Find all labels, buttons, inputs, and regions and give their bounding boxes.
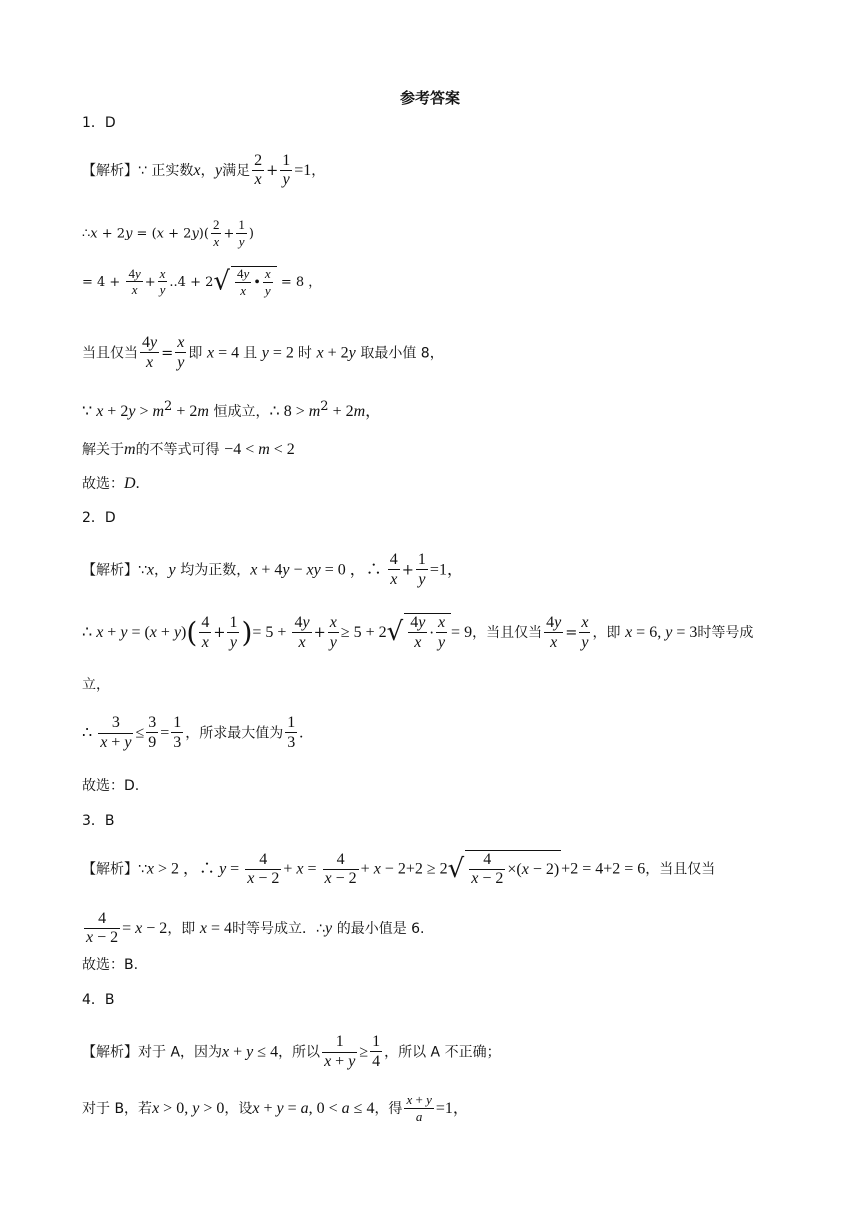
q3-conclusion: 故选：B. [82,957,139,973]
question-4-number: 4．B [82,992,115,1008]
q1-analysis-line-5: ∵ $x + 2y > m^2 + 2m$ 恒成立，∴ $8 > m^2 + 2m$， [82,399,382,420]
q1-analysis-line-4: 当且仅当 $\frac{4y}{x}$ = $\frac{x}{y}$ 即 x = 4 且 y = 2 时 x + 2y 取最小值 8， [82,334,444,372]
q1-analysis-line-3: = 4 + $\frac{4y}{x}$ + $\frac{x}{y} ..4 + 2√$ $\frac{4y}{x}$ • $\frac{x}{y} = 8$ ， [82,265,322,298]
question-3-number: 3．B [82,813,115,829]
q1-analysis-line-2: ∴x + 2y = (x + 2y)( $\frac{2}{x}$ + $\frac{1}{y}$ ) [82,217,254,249]
q3-analysis-line-1: 【解析】∵x > 2 ，∴ y = $\frac{4}{x - 2}$ + x = $\frac{4}{x - 2}$ + x − 2+2 ≥ 2√ $\frac{4}{x - 2}$ ×(x − 2) +2 = 4+2 = 6，当且仅当 [82,850,716,888]
q3-analysis-line-2: $\frac{4}{x - 2}$ = x − 2，即 x = 4时等号成立．∴y 的最小值是 6. [86,910,425,947]
q1-analysis-line-6: 解关于m的不等式可得 −4 < m < 2 [82,441,295,458]
question-2-number: 2．D [82,510,116,526]
q4-analysis-line-1: 【解析】对于 A，因为x + y ≤ 4，所以 $\frac{1}{x + y}$ ≥ 1 4，所以 A 不正确； [82,1033,501,1071]
q1-analysis-line-1: 【解析】∵ 正实数x，y满足 $\frac{2}{x}$ + $\frac{1}{y}$ =1， [82,152,326,189]
q2-analysis-line-1: 【解析】∵x，y 均为正数，x + 4y − xy = 0 ，∴ $\frac{4}{x}$ + $\frac{1}{y} =1$， [82,551,463,589]
q2-analysis-line-2: ∴ x + y = (x + y)( $\frac{4}{x}$ + $\frac{1}{y})= 5$ + $\frac{4y}{x}$ + $\frac{x}{y} \ge 5 + 2√$ $\frac{4y}{x}$ · $\frac{x}{y} = 9$，当且仅当 $\frac{4y}{x}$ = $\frac{x}{y}$ ，即 x = 6, y = 3时等号成 [82,613,754,652]
q2-analysis-line-3: 立， [82,677,110,693]
q2-analysis-line-4: ∴ $\frac{3}{x + y}$ ≤ 3 9= 1 3，所求最大值为 1 3. [82,714,304,752]
q1-conclusion: 故选：D. [82,475,140,492]
question-1-number: 1．D [82,115,116,131]
q2-conclusion: 故选：D. [82,778,140,794]
page-title: 参考答案 [399,89,460,107]
q4-analysis-line-2: 对于 B，若x > 0, y > 0，设x + y = a, 0 < a ≤ 4，得 $\frac{x + y}{a} =1$， [82,1092,469,1124]
